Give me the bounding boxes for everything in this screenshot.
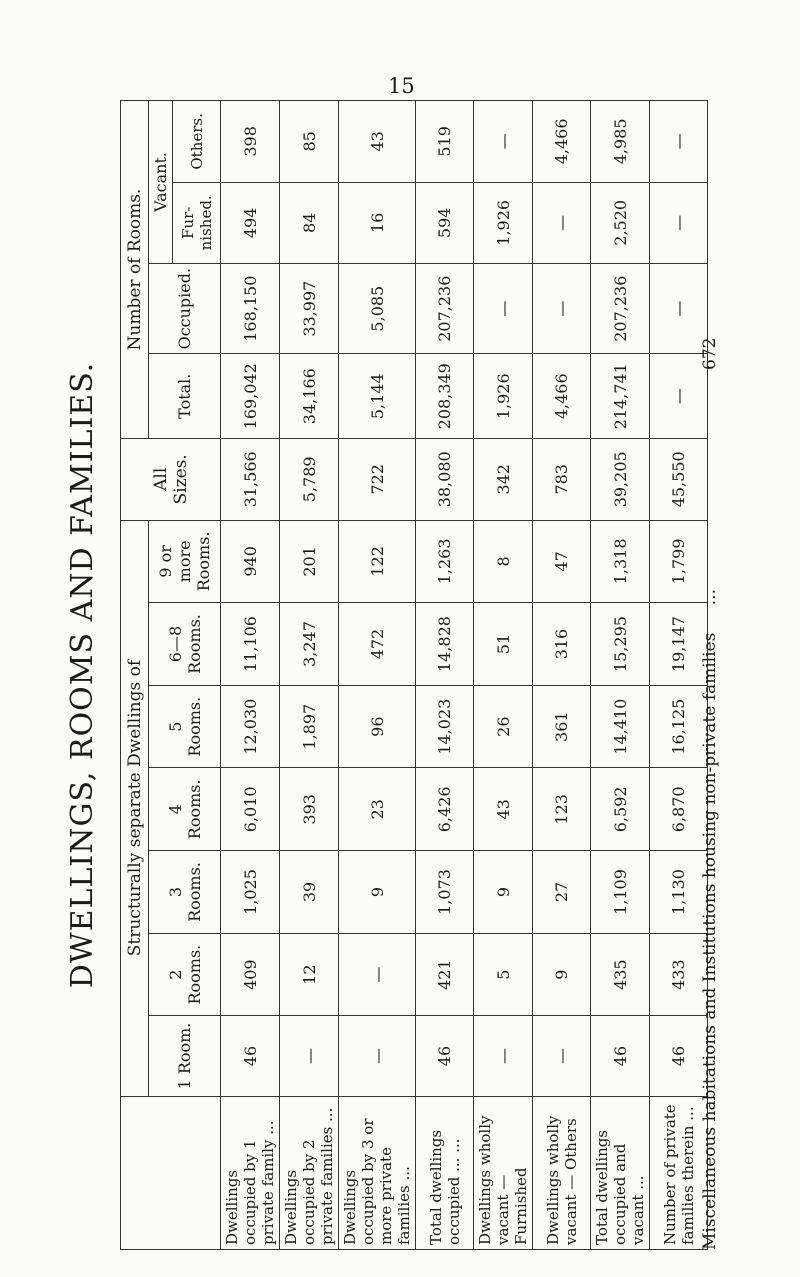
col-1-room: 1 Room.: [149, 1016, 221, 1096]
cell-r3: 39: [280, 851, 339, 934]
cell-r3: 1,073: [416, 851, 474, 934]
cell-occupied: 207,236: [591, 263, 650, 354]
row-label: Dwellings wholly vacant — Furnished: [474, 1096, 533, 1249]
table-row: [533, 101, 591, 1250]
cell-others: 43: [339, 101, 416, 183]
cell-r9: 1,799: [650, 520, 708, 603]
cell-r9: 940: [221, 520, 280, 603]
col-5-rooms: 5 Rooms.: [149, 685, 221, 768]
structural-dwellings-header: Structurally separate Dwellings of: [121, 520, 149, 1096]
cell-r6-8: 51: [474, 603, 533, 686]
cell-total: 169,042: [221, 354, 280, 439]
table-body: [221, 101, 708, 1250]
rooms-group-header: Number of Rooms.: [121, 101, 149, 439]
cell-r6-8: 14,828: [416, 603, 474, 686]
cell-r1: —: [280, 1016, 339, 1096]
cell-others: 85: [280, 101, 339, 183]
cell-r9: 1,318: [591, 520, 650, 603]
cell-r2: —: [339, 933, 416, 1016]
cell-r5: 361: [533, 685, 591, 768]
cell-occupied: 207,236: [416, 263, 474, 354]
cell-r6-8: 3,247: [280, 603, 339, 686]
table-row: [221, 101, 280, 1250]
cell-r6-8: 15,295: [591, 603, 650, 686]
cell-r4: 6,870: [650, 768, 708, 851]
row-label: Total dwellings occupied ... ...: [416, 1096, 474, 1249]
cell-r5: 14,023: [416, 685, 474, 768]
cell-occupied: —: [474, 263, 533, 354]
cell-r9: 8: [474, 520, 533, 603]
cell-others: 519: [416, 101, 474, 183]
cell-r1: —: [339, 1016, 416, 1096]
cell-r2: 409: [221, 933, 280, 1016]
col-4-rooms: 4 Rooms.: [149, 768, 221, 851]
cell-total: —: [650, 354, 708, 439]
table-row: [339, 101, 416, 1250]
cell-r3: 27: [533, 851, 591, 934]
cell-total: 34,166: [280, 354, 339, 439]
cell-occupied: 168,150: [221, 263, 280, 354]
cell-others: 4,985: [591, 101, 650, 183]
cell-furnished: 1,926: [474, 182, 533, 263]
cell-r5: 14,410: [591, 685, 650, 768]
col-others: Others.: [173, 101, 221, 183]
cell-r4: 6,592: [591, 768, 650, 851]
cell-total: 4,466: [533, 354, 591, 439]
cell-r1: 46: [221, 1016, 280, 1096]
table-row: [280, 101, 339, 1250]
row-label: Dwellings wholly vacant — Others: [533, 1096, 591, 1249]
cell-others: 398: [221, 101, 280, 183]
cell-all: 31,566: [221, 439, 280, 520]
cell-r4: 123: [533, 768, 591, 851]
vacant-group-header: Vacant.: [149, 101, 173, 264]
cell-r5: 1,897: [280, 685, 339, 768]
row-label: Dwellings occupied by 1 private family ...: [221, 1096, 280, 1249]
cell-r5: 96: [339, 685, 416, 768]
cell-r6-8: 472: [339, 603, 416, 686]
cell-r2: 12: [280, 933, 339, 1016]
footnote-label: Miscellaneous habitations and Institutions housing non-private families: [700, 632, 720, 1250]
cell-r3: 9: [339, 851, 416, 934]
table-row: [591, 101, 650, 1250]
col-9-rooms: 9 or more Rooms.: [149, 520, 221, 603]
table-row: [416, 101, 474, 1250]
cell-r3: 1,130: [650, 851, 708, 934]
row-label: Dwellings occupied by 2 private families ...: [280, 1096, 339, 1249]
rotated-table-page: [60, 100, 750, 1250]
cell-occupied: 5,085: [339, 263, 416, 354]
cell-all: 5,789: [280, 439, 339, 520]
cell-furnished: 84: [280, 182, 339, 263]
cell-r2: 435: [591, 933, 650, 1016]
cell-furnished: —: [650, 182, 708, 263]
col-total: Total.: [149, 354, 221, 439]
cell-r5: 26: [474, 685, 533, 768]
cell-r1: —: [533, 1016, 591, 1096]
cell-furnished: 494: [221, 182, 280, 263]
col-3-rooms: 3 Rooms.: [149, 851, 221, 934]
cell-r4: 43: [474, 768, 533, 851]
cell-all: 38,080: [416, 439, 474, 520]
page-title: DWELLINGS, ROOMS AND FAMILIES.: [65, 361, 100, 989]
cell-r4: 6,010: [221, 768, 280, 851]
cell-r3: 9: [474, 851, 533, 934]
cell-r9: 201: [280, 520, 339, 603]
cell-r2: 9: [533, 933, 591, 1016]
cell-r6-8: 11,106: [221, 603, 280, 686]
footnote-value: 672: [700, 337, 720, 370]
cell-r4: 393: [280, 768, 339, 851]
footnote-dots: ...: [700, 589, 720, 606]
col-all-sizes: All Sizes.: [121, 439, 221, 520]
cell-total: 208,349: [416, 354, 474, 439]
cell-total: 5,144: [339, 354, 416, 439]
cell-r2: 433: [650, 933, 708, 1016]
cell-furnished: —: [533, 182, 591, 263]
cell-all: 783: [533, 439, 591, 520]
cell-occupied: —: [533, 263, 591, 354]
col-6-8-rooms: 6—8 Rooms.: [149, 603, 221, 686]
dwellings-table: [120, 100, 708, 1250]
row-label-header: [121, 1096, 221, 1249]
cell-all: 722: [339, 439, 416, 520]
page-number: 15: [388, 74, 415, 98]
cell-r4: 23: [339, 768, 416, 851]
col-occupied: Occupied.: [149, 263, 221, 354]
cell-r5: 12,030: [221, 685, 280, 768]
cell-r1: —: [474, 1016, 533, 1096]
cell-r5: 16,125: [650, 685, 708, 768]
cell-r6-8: 19,147: [650, 603, 708, 686]
cell-r4: 6,426: [416, 768, 474, 851]
row-label: Dwellings occupied by 3 or more private families ...: [339, 1096, 416, 1249]
cell-r9: 122: [339, 520, 416, 603]
cell-furnished: 594: [416, 182, 474, 263]
cell-r1: 46: [416, 1016, 474, 1096]
cell-total: 1,926: [474, 354, 533, 439]
cell-all: 39,205: [591, 439, 650, 520]
table-row: [474, 101, 533, 1250]
cell-r9: 47: [533, 520, 591, 603]
cell-r2: 421: [416, 933, 474, 1016]
col-furnished: Fur- nished.: [173, 182, 221, 263]
cell-total: 214,741: [591, 354, 650, 439]
cell-r3: 1,025: [221, 851, 280, 934]
row-label: Total dwellings occupied and vacant ...: [591, 1096, 650, 1249]
cell-others: 4,466: [533, 101, 591, 183]
cell-occupied: 33,997: [280, 263, 339, 354]
row-label: Number of private families therein ...: [650, 1096, 708, 1249]
cell-all: 45,550: [650, 439, 708, 520]
cell-occupied: —: [650, 263, 708, 354]
cell-furnished: 2,520: [591, 182, 650, 263]
cell-all: 342: [474, 439, 533, 520]
cell-others: —: [650, 101, 708, 183]
cell-r9: 1,263: [416, 520, 474, 603]
cell-r1: 46: [650, 1016, 708, 1096]
cell-r2: 5: [474, 933, 533, 1016]
cell-r3: 1,109: [591, 851, 650, 934]
cell-furnished: 16: [339, 182, 416, 263]
col-2-rooms: 2 Rooms.: [149, 933, 221, 1016]
cell-others: —: [474, 101, 533, 183]
cell-r6-8: 316: [533, 603, 591, 686]
cell-r1: 46: [591, 1016, 650, 1096]
footnote: [695, 100, 725, 1250]
